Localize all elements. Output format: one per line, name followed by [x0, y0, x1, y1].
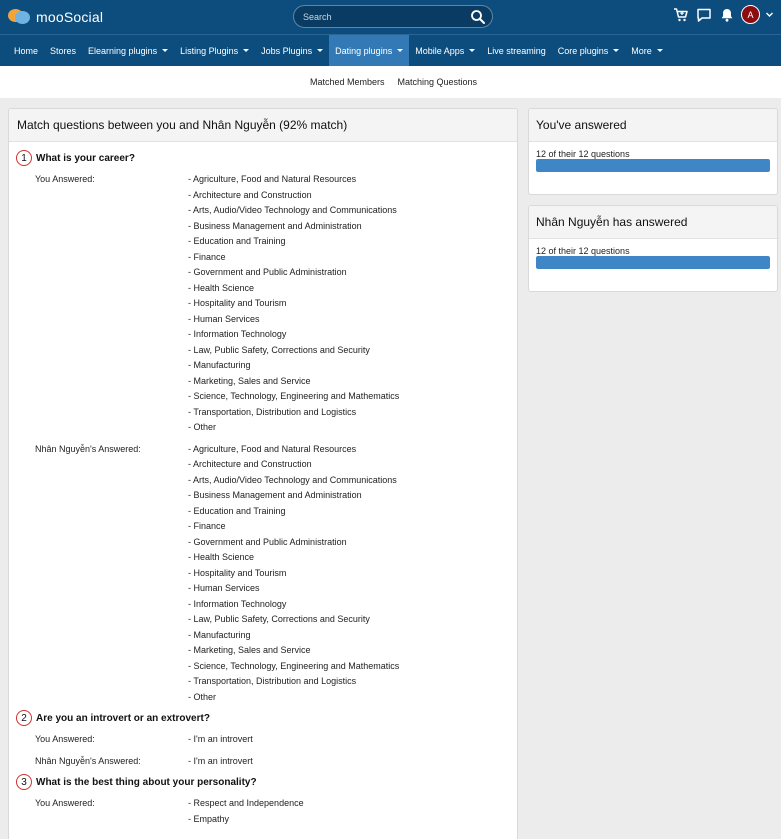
answer-option: - Empathy — [188, 812, 304, 828]
caret-down-icon — [162, 49, 168, 52]
answer-option: - Architecture and Construction — [188, 457, 399, 473]
answer-block — [16, 796, 510, 827]
question-text: What is your career? — [36, 152, 135, 164]
search-icon[interactable] — [470, 9, 486, 25]
answer-option: - Human Services — [188, 581, 399, 597]
progress-fill — [536, 159, 770, 172]
nav-item-label: Jobs Plugins — [261, 45, 313, 56]
answer-option: - Marketing, Sales and Service — [188, 643, 399, 659]
nav-item-mobile-apps[interactable] — [409, 35, 481, 66]
nav-item-listing-plugins[interactable] — [174, 35, 255, 66]
nav-item-label: Elearning plugins — [88, 45, 158, 56]
question-title — [16, 774, 510, 790]
logo-mark-icon — [8, 7, 32, 27]
you-answered-count: 12 of their 12 questions — [536, 149, 630, 159]
answer-list — [188, 442, 399, 706]
subnav-matched-members[interactable]: Matched Members — [309, 77, 385, 87]
nav-item-label: More — [631, 45, 652, 56]
answer-option: - Science, Technology, Engineering and Mathematics — [188, 389, 399, 405]
answer-option: - Information Technology — [188, 327, 399, 343]
page-title: Match questions between you and Nhân Nguyễn (92% match) — [9, 109, 517, 142]
answer-option: - Manufacturing — [188, 628, 399, 644]
caret-down-icon — [469, 49, 475, 52]
question-title — [16, 150, 510, 166]
answer-block — [16, 442, 510, 706]
answer-option: - Other — [188, 690, 399, 706]
question-item — [16, 710, 510, 769]
site-logo[interactable] — [8, 7, 103, 27]
answer-option: - Business Management and Administration — [188, 219, 399, 235]
answer-option: - Education and Training — [188, 234, 399, 250]
nav-item-dating-plugins[interactable] — [329, 35, 409, 66]
answer-option: - Health Science — [188, 281, 399, 297]
answer-option: - Law, Public Safety, Corrections and Security — [188, 612, 399, 628]
answer-option: - Human Services — [188, 312, 399, 328]
nav-item-home[interactable] — [8, 35, 44, 66]
answer-option: - Hospitality and Tourism — [188, 566, 399, 582]
answer-label: Nhân Nguyễn's Answered: — [35, 755, 141, 766]
question-text: What is the best thing about your personality? — [36, 776, 257, 788]
nav-item-elearning-plugins[interactable] — [82, 35, 174, 66]
nav-item-stores[interactable] — [44, 35, 82, 66]
nav-item-label: Listing Plugins — [180, 45, 239, 56]
you-answered-progress — [536, 159, 770, 172]
logo-text: mooSocial — [36, 9, 104, 25]
nav-item-label: Core plugins — [557, 45, 609, 56]
answer-option: - Hospitality and Tourism — [188, 296, 399, 312]
answer-label: You Answered: — [35, 174, 95, 184]
answer-option: - Government and Public Administration — [188, 535, 399, 551]
answer-option: - Science, Technology, Engineering and Mathematics — [188, 659, 399, 675]
question-item — [16, 774, 510, 827]
answer-list — [188, 754, 253, 770]
nav-item-label: Live streaming — [487, 45, 546, 56]
subnav-matching-questions[interactable]: Matching Questions — [397, 77, 478, 87]
answer-option: - Architecture and Construction — [188, 188, 399, 204]
answer-option: - Health Science — [188, 550, 399, 566]
answer-block — [16, 754, 510, 770]
answer-option: - Finance — [188, 250, 399, 266]
chat-icon[interactable] — [695, 6, 713, 24]
them-answered-title: Nhân Nguyễn has answered — [529, 206, 777, 239]
cart-icon[interactable] — [672, 6, 690, 24]
answer-option: - Manufacturing — [188, 358, 399, 374]
caret-down-icon — [657, 49, 663, 52]
answer-option: - Agriculture, Food and Natural Resources — [188, 172, 399, 188]
answer-label: You Answered: — [35, 798, 95, 808]
answer-option: - Education and Training — [188, 504, 399, 520]
chevron-down-icon[interactable] — [765, 6, 775, 24]
you-answered-panel — [528, 108, 778, 195]
caret-down-icon — [613, 49, 619, 52]
nav-item-label: Home — [14, 45, 39, 56]
answer-option: - Transportation, Distribution and Logistics — [188, 674, 399, 690]
caret-down-icon — [243, 49, 249, 52]
answer-option: - Transportation, Distribution and Logistics — [188, 405, 399, 421]
answer-label: Nhân Nguyễn's Answered: — [35, 443, 141, 454]
sub-nav — [0, 66, 781, 98]
answer-option: - Law, Public Safety, Corrections and Security — [188, 343, 399, 359]
nav-item-label: Stores — [50, 45, 77, 56]
nav-item-label: Dating plugins — [335, 45, 393, 56]
search-box — [293, 5, 493, 28]
answer-list — [188, 732, 253, 748]
answer-label: You Answered: — [35, 734, 95, 744]
question-number-badge: 1 — [16, 150, 32, 166]
you-answered-title: You've answered — [529, 109, 777, 142]
question-item — [16, 150, 510, 705]
main-nav — [0, 34, 781, 66]
them-answered-panel — [528, 205, 778, 292]
answer-list — [188, 172, 399, 436]
avatar[interactable]: A — [741, 5, 760, 24]
answer-option: - Arts, Audio/Video Technology and Communications — [188, 203, 399, 219]
answer-option: - Finance — [188, 519, 399, 535]
answer-option: - Information Technology — [188, 597, 399, 613]
answer-option: - Business Management and Administration — [188, 488, 399, 504]
nav-item-core-plugins[interactable] — [552, 35, 626, 66]
answer-option: - I'm an introvert — [188, 732, 253, 748]
answer-option: - Respect and Independence — [188, 796, 304, 812]
answer-option: - Marketing, Sales and Service — [188, 374, 399, 390]
answer-option: - I'm an introvert — [188, 754, 253, 770]
answer-block — [16, 732, 510, 748]
answer-block — [16, 172, 510, 436]
answer-list — [188, 796, 304, 827]
progress-fill — [536, 256, 770, 269]
header-actions — [672, 5, 775, 24]
caret-down-icon — [397, 49, 403, 52]
question-number-badge: 2 — [16, 710, 32, 726]
nav-item-jobs-plugins[interactable] — [255, 35, 329, 66]
nav-item-more[interactable] — [625, 35, 669, 66]
answer-option: - Government and Public Administration — [188, 265, 399, 281]
nav-item-live-streaming[interactable] — [481, 35, 552, 66]
answer-option: - Arts, Audio/Video Technology and Communications — [188, 473, 399, 489]
question-title — [16, 710, 510, 726]
them-answered-progress — [536, 256, 770, 269]
question-text: Are you an introvert or an extrovert? — [36, 712, 210, 724]
answer-option: - Agriculture, Food and Natural Resources — [188, 442, 399, 458]
top-header — [0, 0, 781, 34]
question-number-badge: 3 — [16, 774, 32, 790]
them-answered-count: 12 of their 12 questions — [536, 246, 630, 256]
caret-down-icon — [317, 49, 323, 52]
questions-list — [9, 142, 517, 827]
nav-item-label: Mobile Apps — [415, 45, 465, 56]
search-input[interactable] — [303, 10, 463, 24]
bell-icon[interactable] — [718, 6, 736, 24]
answer-option: - Other — [188, 420, 399, 436]
match-questions-panel — [8, 108, 518, 839]
